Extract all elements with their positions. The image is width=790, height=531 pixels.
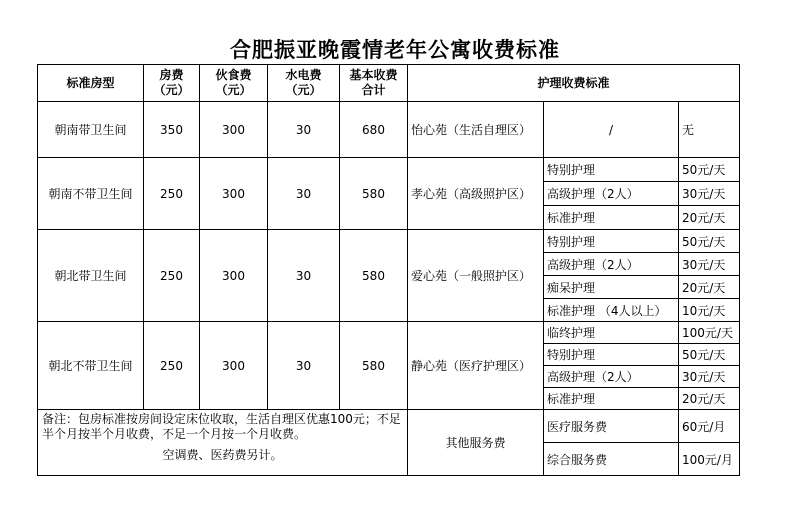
room-total: 580 xyxy=(340,230,408,322)
zone-name: 静心苑（医疗护理区） xyxy=(408,322,544,410)
room-food: 300 xyxy=(200,322,268,410)
room-total: 580 xyxy=(340,322,408,410)
nursing-price: 50元/天 xyxy=(679,344,740,366)
header-food: 伙食费 （元） xyxy=(200,65,268,102)
header-rent: 房费 （元） xyxy=(144,65,200,102)
nursing-price: 10元/天 xyxy=(679,299,740,322)
header-basic-total: 基本收费 合计 xyxy=(340,65,408,102)
nursing-level: 特别护理 xyxy=(544,158,679,182)
zone-name: 怡心苑（生活自理区） xyxy=(408,102,544,158)
room-total: 680 xyxy=(340,102,408,158)
room-utility: 30 xyxy=(268,230,340,322)
nursing-price: 30元/天 xyxy=(679,366,740,388)
note-text: 备注：包房标准按房间设定床位收取，生活自理区优惠100元；不足半个月按半个月收费，不足一个月按一个月收费。 xyxy=(42,412,401,441)
room-type: 朝南带卫生间 xyxy=(38,102,144,158)
nursing-price: 20元/天 xyxy=(679,388,740,410)
nursing-price: 50元/天 xyxy=(679,230,740,253)
note-cell xyxy=(38,410,408,476)
nursing-level: 高级护理（2人） xyxy=(544,253,679,276)
room-type: 朝北带卫生间 xyxy=(38,230,144,322)
room-food: 300 xyxy=(200,158,268,230)
service-name: 综合服务费 xyxy=(544,443,679,476)
nursing-price: 30元/天 xyxy=(679,253,740,276)
nursing-level: 标准护理 xyxy=(544,388,679,410)
fee-table xyxy=(37,64,740,476)
service-price: 60元/月 xyxy=(679,410,740,443)
nursing-level: 特别护理 xyxy=(544,344,679,366)
header-utility: 水电费 （元） xyxy=(268,65,340,102)
service-price: 100元/月 xyxy=(679,443,740,476)
nursing-price: 50元/天 xyxy=(679,158,740,182)
table-row xyxy=(38,102,740,158)
room-rent: 250 xyxy=(144,230,200,322)
table-row xyxy=(38,230,740,253)
room-food: 300 xyxy=(200,102,268,158)
nursing-level: / xyxy=(544,102,679,158)
zone-name: 孝心苑（高级照护区） xyxy=(408,158,544,230)
header-nursing: 护理收费标准 xyxy=(408,65,740,102)
table-row xyxy=(38,410,740,443)
room-rent: 250 xyxy=(144,322,200,410)
room-total: 580 xyxy=(340,158,408,230)
table-row xyxy=(38,322,740,344)
room-utility: 30 xyxy=(268,322,340,410)
nursing-level: 标准护理 （4人以上） xyxy=(544,299,679,322)
nursing-level: 标准护理 xyxy=(544,206,679,230)
nursing-level: 特别护理 xyxy=(544,230,679,253)
room-rent: 250 xyxy=(144,158,200,230)
nursing-price: 20元/天 xyxy=(679,206,740,230)
room-food: 300 xyxy=(200,230,268,322)
room-type: 朝南不带卫生间 xyxy=(38,158,144,230)
service-name: 医疗服务费 xyxy=(544,410,679,443)
room-rent: 350 xyxy=(144,102,200,158)
header-room-type: 标准房型 xyxy=(38,65,144,102)
zone-name: 爱心苑（一般照护区） xyxy=(408,230,544,322)
room-utility: 30 xyxy=(268,158,340,230)
nursing-level: 高级护理（2人） xyxy=(544,182,679,206)
nursing-level: 临终护理 xyxy=(544,322,679,344)
nursing-level: 痴呆护理 xyxy=(544,276,679,299)
page-title: 合肥振亚晚霞情老年公寓收费标准 xyxy=(230,38,560,62)
nursing-price: 20元/天 xyxy=(679,276,740,299)
table-row xyxy=(38,158,740,182)
nursing-price: 30元/天 xyxy=(679,182,740,206)
note-extra: 空调费、医药费另计。 xyxy=(162,448,283,462)
room-utility: 30 xyxy=(268,102,340,158)
nursing-price: 无 xyxy=(679,102,740,158)
nursing-level: 高级护理（2人） xyxy=(544,366,679,388)
room-type: 朝北不带卫生间 xyxy=(38,322,144,410)
header-row xyxy=(38,65,740,102)
nursing-price: 100元/天 xyxy=(679,322,740,344)
other-services-label: 其他服务费 xyxy=(408,410,544,476)
